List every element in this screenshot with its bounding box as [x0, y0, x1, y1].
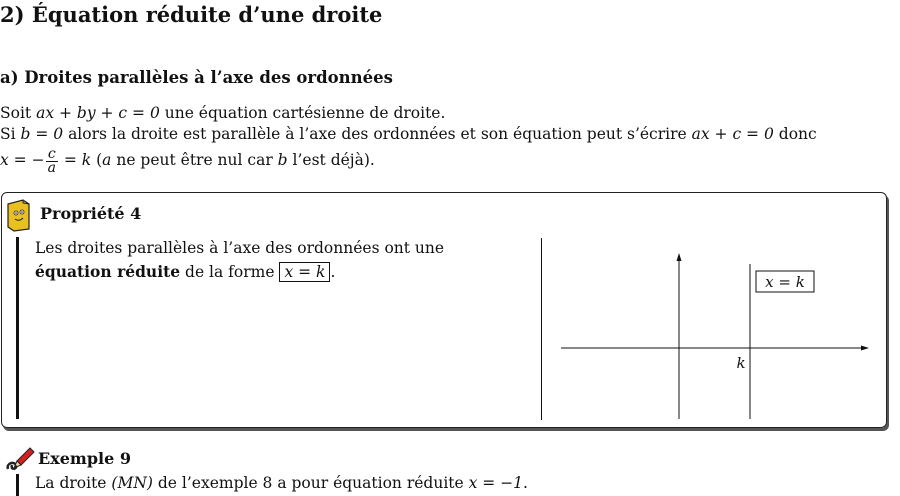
formula-box: x = k: [279, 262, 330, 282]
y-axis-arrow: [677, 253, 682, 261]
property-title: Propriété 4: [40, 204, 142, 223]
k-label: k: [736, 354, 746, 372]
subsection-title: a) Droites parallèles à l’axe des ordonnées: [0, 68, 393, 87]
fraction-c-over-a: $\frac{c}{a}$: [47, 145, 56, 176]
intro-line-1: Soit ax + by + c = 0 une équation cartésienne de droite.: [0, 104, 446, 122]
example-title: Exemple 9: [38, 449, 131, 468]
pencil-icon: [4, 445, 36, 473]
section-title: 2) Équation réduite d’une droite: [0, 2, 383, 27]
intro-line-2: Si b = 0 alors la droite est parallèle à l’axe des ordonnées et son équation peut s’écrire ax + c = 0 donc: [0, 125, 817, 143]
book-icon: [5, 198, 33, 232]
vertical-line-figure: [555, 248, 880, 423]
example-text: La droite (MN) de l’exemple 8 a pour équation réduite x = −1.: [35, 474, 528, 492]
property-divider: [541, 238, 542, 420]
property-text: Les droites parallèles à l’axe des ordonnées ont une équation réduite de la forme x = k .: [35, 239, 445, 281]
equation-label: x = k: [765, 273, 805, 291]
intro-line-3: x = − $\frac{c}{a}$ = k (a ne peut être nul car b l’est déjà).: [0, 145, 375, 176]
x-axis-arrow: [861, 346, 869, 351]
property-left-bar: [16, 237, 19, 419]
example-left-bar: [16, 474, 19, 496]
